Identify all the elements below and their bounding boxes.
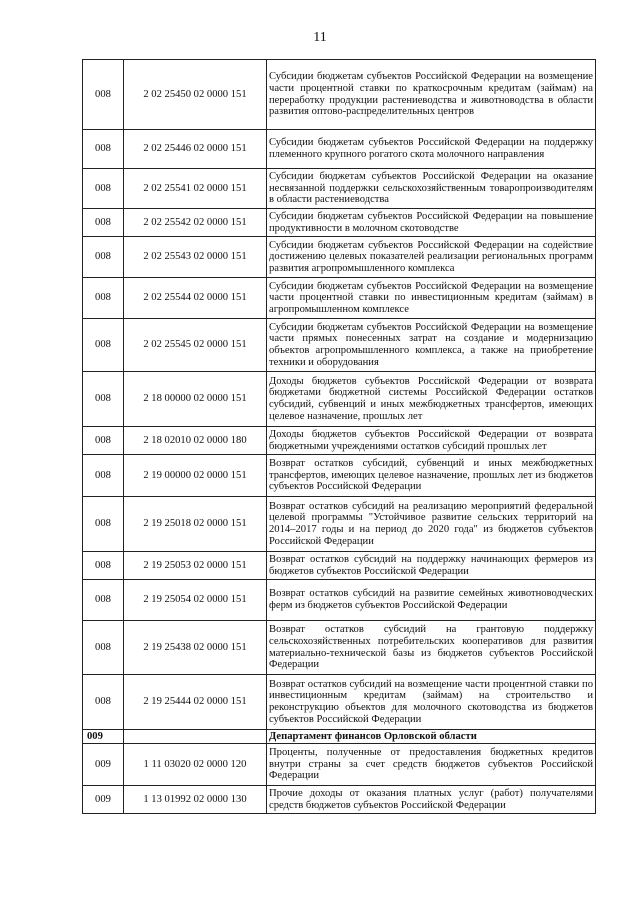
- page-number: 11: [313, 30, 327, 45]
- admin-code-cell: 008: [83, 278, 124, 319]
- description-cell: Возврат остатков субсидий на поддержку начинающих фермеров из бюджетов субъектов Российской Федерации: [267, 552, 596, 580]
- revenue-code-cell: 2 19 25018 02 0000 151: [124, 497, 267, 552]
- admin-code-cell: 008: [83, 621, 124, 675]
- admin-code-cell: 008: [83, 237, 124, 278]
- revenue-code-cell: 2 02 25446 02 0000 151: [124, 130, 267, 169]
- admin-code-cell: 008: [83, 372, 124, 427]
- description-cell: Субсидии бюджетам субъектов Российской Федерации на возмещение части процентной ставки по краткосрочным кредитам (займам) на переработку продукции растениеводства и животноводства в области развития оптово-распределительных центров: [267, 60, 596, 130]
- table-row: [83, 786, 596, 814]
- table-row: [83, 427, 596, 455]
- table-row: [83, 278, 596, 319]
- table-row: [83, 455, 596, 497]
- admin-code-cell: 008: [83, 455, 124, 497]
- table-row: [83, 580, 596, 621]
- description-cell: Возврат остатков субсидий на реализацию мероприятий федеральной целевой программы "Устойчивое развитие сельских территорий на 2014–2017 годы и на период до 2020 года" из бюджетов субъектов Российской Федерации: [267, 497, 596, 552]
- table-row: [83, 209, 596, 237]
- table-row: [83, 497, 596, 552]
- revenue-code-cell: 2 02 25543 02 0000 151: [124, 237, 267, 278]
- revenue-code-cell: 2 19 25054 02 0000 151: [124, 580, 267, 621]
- table-row: [83, 621, 596, 675]
- description-cell: Доходы бюджетов субъектов Российской Федерации от возврата бюджетами бюджетной системы Российской Федерации остатков субсидий, субвенций и иных межбюджетных трансфертов, имеющих целевое назначение, прошлых лет: [267, 372, 596, 427]
- budget-codes-table: [82, 59, 596, 814]
- description-cell: Субсидии бюджетам субъектов Российской Федерации на повышение продуктивности в молочном скотоводстве: [267, 209, 596, 237]
- revenue-code-cell: 2 02 25541 02 0000 151: [124, 169, 267, 209]
- admin-code-cell: 009: [83, 744, 124, 786]
- revenue-code-cell: 2 02 25545 02 0000 151: [124, 319, 267, 372]
- description-cell: Прочие доходы от оказания платных услуг (работ) получателями средств бюджетов субъектов Российской Федерации: [267, 786, 596, 814]
- description-cell: Возврат остатков субсидий на грантовую поддержку сельскохозяйственных потребительских кооперативов для развития материально-технической базы из бюджетов субъектов Российской Федерации: [267, 621, 596, 675]
- admin-code-cell: 008: [83, 427, 124, 455]
- revenue-code-cell: 2 19 25053 02 0000 151: [124, 552, 267, 580]
- admin-code-cell: 008: [83, 580, 124, 621]
- admin-code-cell: 009: [83, 730, 124, 744]
- revenue-code-cell: 1 11 03020 02 0000 120: [124, 744, 267, 786]
- table-row: [83, 744, 596, 786]
- revenue-code-cell: 2 02 25544 02 0000 151: [124, 278, 267, 319]
- admin-code-cell: 008: [83, 209, 124, 237]
- table-row: [83, 130, 596, 169]
- description-cell: Проценты, полученные от предоставления бюджетных кредитов внутри страны за счет средств бюджетов субъектов Российской Федерации: [267, 744, 596, 786]
- admin-code-cell: 008: [83, 675, 124, 730]
- revenue-code-cell: 2 18 00000 02 0000 151: [124, 372, 267, 427]
- admin-code-cell: 008: [83, 552, 124, 580]
- table-row: [83, 169, 596, 209]
- admin-code-cell: 008: [83, 319, 124, 372]
- table-row: [83, 372, 596, 427]
- table-row: [83, 60, 596, 130]
- admin-code-cell: 008: [83, 169, 124, 209]
- description-cell: Субсидии бюджетам субъектов Российской Федерации на поддержку племенного крупного рогатого скота молочного направления: [267, 130, 596, 169]
- description-cell: Субсидии бюджетам субъектов Российской Федерации на оказание несвязанной поддержки сельскохозяйственным товаропроизводителям в области растениеводства: [267, 169, 596, 209]
- description-cell: Субсидии бюджетам субъектов Российской Федерации на возмещение части процентной ставки по инвестиционным кредитам (займам) в агропромышленном комплексе: [267, 278, 596, 319]
- table-row: [83, 319, 596, 372]
- description-cell: Субсидии бюджетам субъектов Российской Федерации на возмещение части прямых понесенных затрат на создание и модернизацию объектов агропромышленного комплекса, а также на приобретение техники и оборудования: [267, 319, 596, 372]
- revenue-code-cell: [124, 730, 267, 744]
- revenue-code-cell: 2 18 02010 02 0000 180: [124, 427, 267, 455]
- section-row-finance-department: [83, 730, 596, 744]
- admin-code-cell: 008: [83, 130, 124, 169]
- admin-code-cell: 009: [83, 786, 124, 814]
- description-cell: Возврат остатков субсидий, субвенций и иных межбюджетных трансфертов, имеющих целевое назначение, прошлых лет из бюджетов субъектов Российской Федерации: [267, 455, 596, 497]
- table-row: [83, 237, 596, 278]
- admin-code-cell: 008: [83, 497, 124, 552]
- section-title: Департамент финансов Орловской области: [267, 730, 596, 744]
- table-row: [83, 552, 596, 580]
- revenue-code-cell: 2 02 25542 02 0000 151: [124, 209, 267, 237]
- description-cell: Возврат остатков субсидий на развитие семейных животноводческих ферм из бюджетов субъектов Российской Федерации: [267, 580, 596, 621]
- revenue-code-cell: 2 02 25450 02 0000 151: [124, 60, 267, 130]
- revenue-code-cell: 2 19 00000 02 0000 151: [124, 455, 267, 497]
- description-cell: Возврат остатков субсидий на возмещение части процентной ставки по инвестиционным кредитам (займам) на строительство и реконструкцию объектов для молочного скотоводства из бюджетов субъектов Российской Федерации: [267, 675, 596, 730]
- description-cell: Субсидии бюджетам субъектов Российской Федерации на содействие достижению целевых показателей реализации региональных программ развития агропромышленного комплекса: [267, 237, 596, 278]
- revenue-code-cell: 2 19 25438 02 0000 151: [124, 621, 267, 675]
- table-row: [83, 675, 596, 730]
- description-cell: Доходы бюджетов субъектов Российской Федерации от возврата бюджетными учреждениями остатков субсидий прошлых лет: [267, 427, 596, 455]
- revenue-code-cell: 1 13 01992 02 0000 130: [124, 786, 267, 814]
- admin-code-cell: 008: [83, 60, 124, 130]
- revenue-code-cell: 2 19 25444 02 0000 151: [124, 675, 267, 730]
